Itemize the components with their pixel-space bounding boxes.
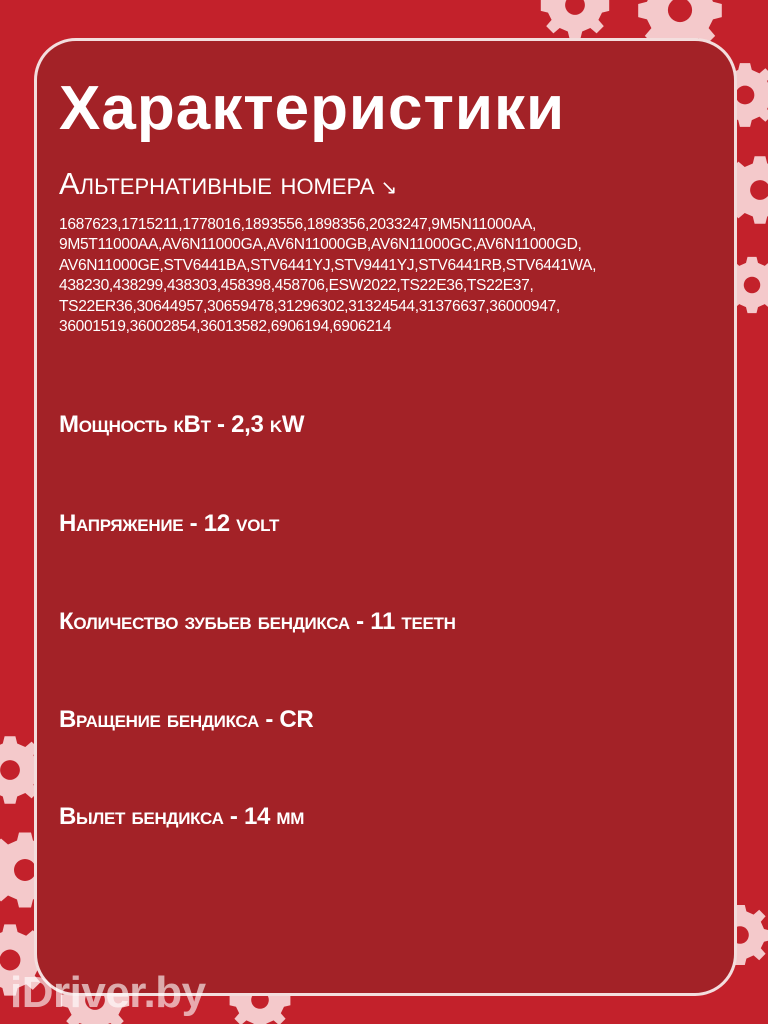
alt-numbers-heading-text: Альтернативные номера [59,166,375,201]
page-title: Характеристики [59,74,566,143]
alt-numbers-list: 1687623,1715211,1778016,1893556,1898356,2033247,9M5N11000AA, 9M5T11000AA,AV6N11000GA,AV6N11000GB,AV6N11000GC,AV6N11000GD, AV6N11000GE,STV6441BA,STV6441YJ,STV9441YJ,STV6441RB,STV6441WA, 438230,438299,438303,458398,458706,ESW2022,TS22E36,TS22E37, TS22ER36,30644957,30659478,31296302,31324544,31376637,36000947, 36001519,36002854,36013582,6906194,6906214 [59,216,597,336]
watermark: iDriver.by [10,968,206,1017]
spec-teeth: Количество зубьев бендикса - 11 teeth [59,608,456,635]
arrow-down-right-icon: ↘ [380,177,398,199]
spec-rotation: Вращение бендикса - CR [59,706,314,733]
gear-icon [541,0,609,39]
specs-card [34,38,737,996]
alt-numbers-heading [59,166,397,202]
spec-voltage: Напряжение - 12 volt [59,510,280,537]
spec-power: Мощность кВт - 2,3 kW [59,411,305,438]
spec-overhang: Вылет бендикса - 14 мм [59,803,305,830]
